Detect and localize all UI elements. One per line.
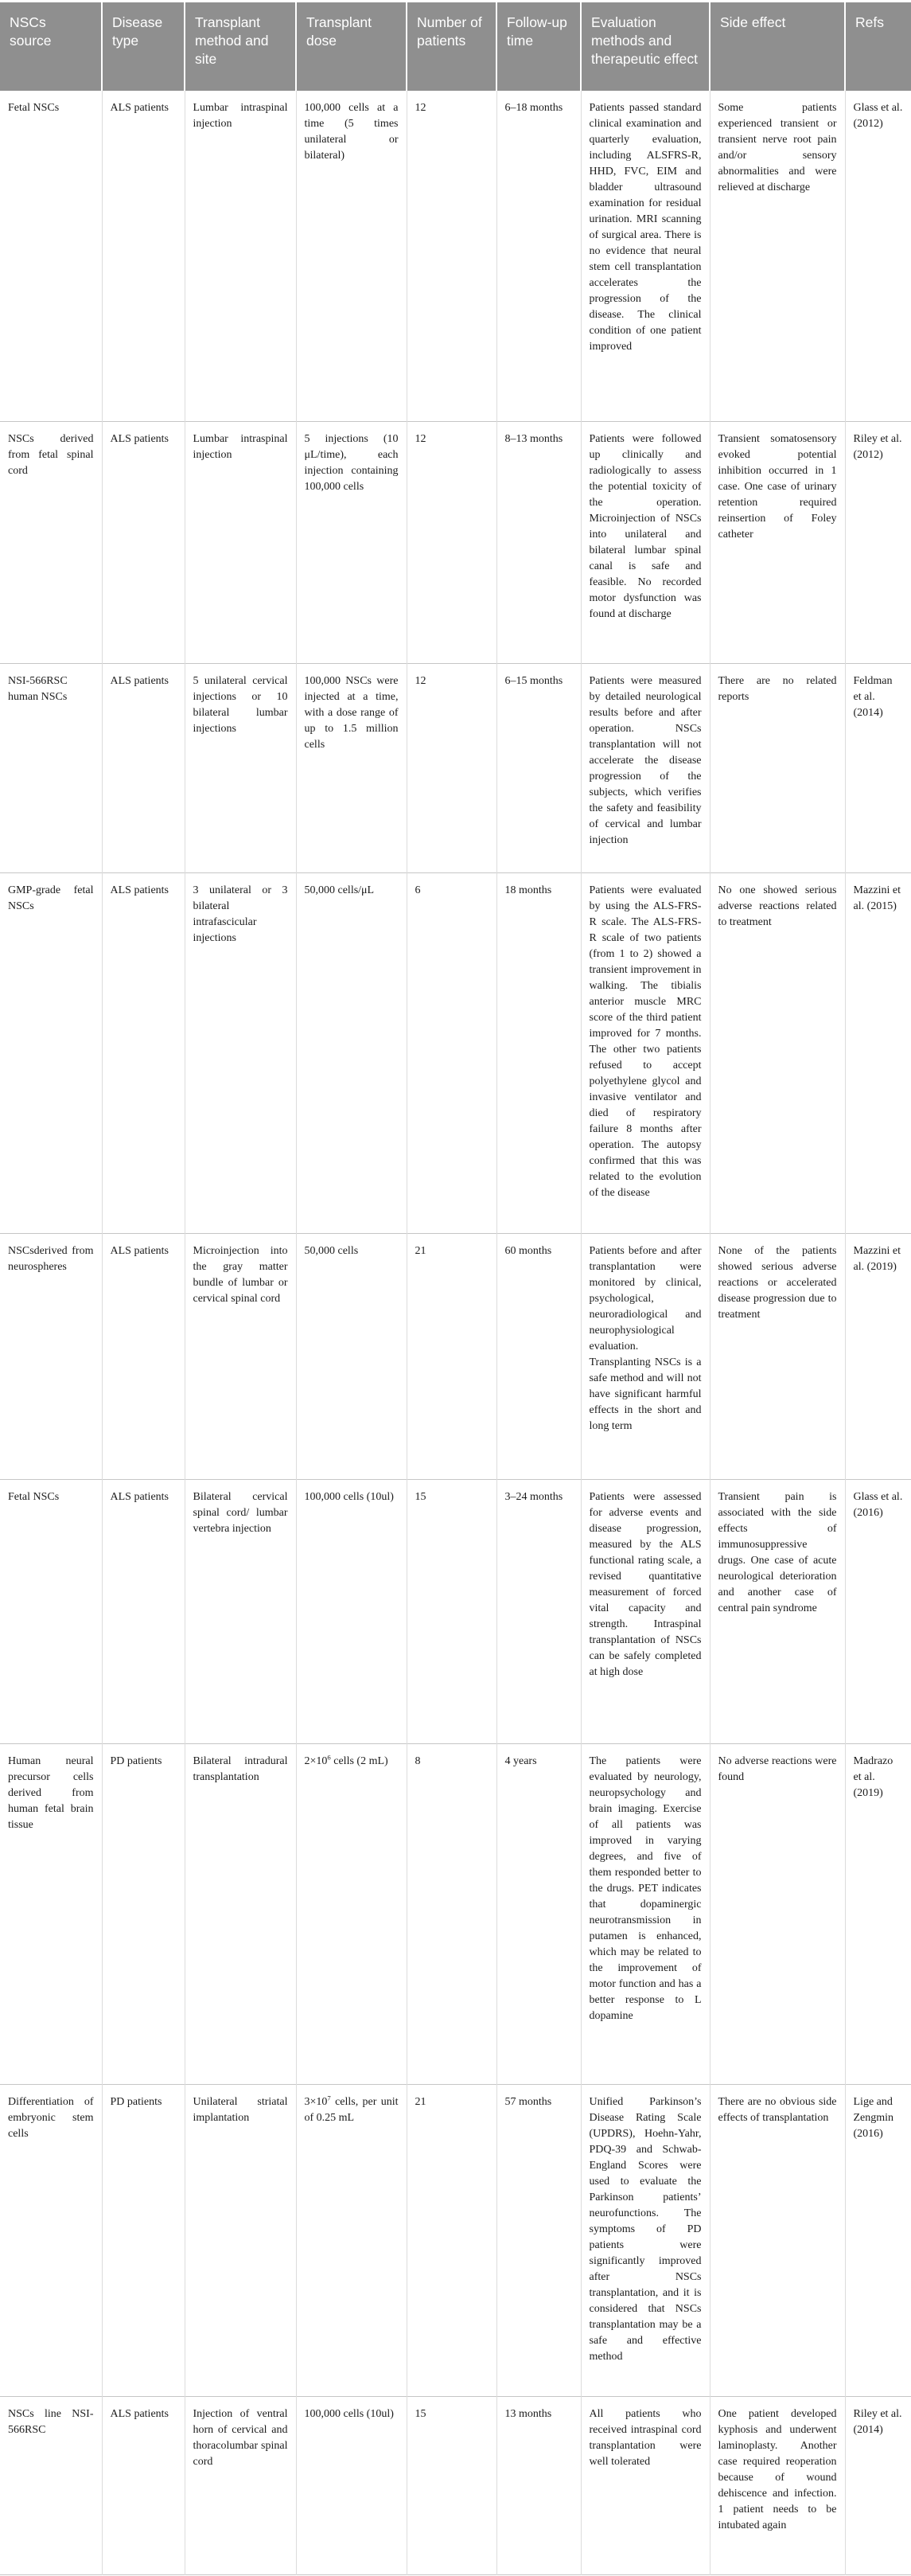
cell-side-effect: None of the patients showed serious adverse reactions or accelerated disease progression due to treatment: [710, 1234, 845, 1480]
table-row: [0, 1480, 911, 1744]
cell-refs: Mazzini et al. (2019): [845, 1234, 911, 1480]
cell-method-site: Lumbar intraspinal injection: [185, 422, 296, 664]
header-row: [0, 2, 911, 91]
column-header-nscs-source: NSCs source: [0, 2, 102, 91]
cell-evaluation: Patients were measured by detailed neurological results before and after operation. NSCs transplantation will not accelerate the disease progression of the subjects, which verifies the safety and feasibility of cervical and lumbar injection: [581, 664, 710, 873]
table-row: [0, 422, 911, 664]
cell-side-effect: Transient pain is associated with the side effects of immunosuppressive drugs. One case of acute neurological deterioration and another case of central pain syndrome: [710, 1480, 845, 1744]
cell-disease-type: ALS patients: [102, 873, 185, 1234]
table-row: [0, 2085, 911, 2397]
cell-method-site: Unilateral striatal implantation: [185, 2085, 296, 2397]
table-row: [0, 2397, 911, 2575]
column-header-side-effect: Side effect: [710, 2, 845, 91]
cell-evaluation: Patients were followed up clinically and radiologically to assess the potential toxicity of the operation. Microinjection of NSCs into unilateral and bilateral lumbar spinal canal is safe and feasible. No recorded motor dysfunction was found at discharge: [581, 422, 710, 664]
cell-followup-time: 8–13 months: [496, 422, 581, 664]
cell-refs: Glass et al. (2012): [845, 91, 911, 422]
cell-dose: 50,000 cells: [296, 1234, 407, 1480]
cell-disease-type: ALS patients: [102, 2397, 185, 2575]
cell-refs: Riley et al. (2014): [845, 2397, 911, 2575]
cell-num-patients: 12: [407, 422, 496, 664]
cell-disease-type: ALS patients: [102, 664, 185, 873]
cell-num-patients: 6: [407, 873, 496, 1234]
cell-refs: Madrazo et al. (2019): [845, 1744, 911, 2085]
cell-side-effect: There are no related reports: [710, 664, 845, 873]
cell-disease-type: ALS patients: [102, 1480, 185, 1744]
cell-num-patients: 12: [407, 664, 496, 873]
cell-method-site: Lumbar intraspinal injection: [185, 91, 296, 422]
cell-disease-type: PD patients: [102, 2085, 185, 2397]
column-header-dose: Transplant dose: [296, 2, 407, 91]
cell-evaluation: Patients before and after transplantation were monitored by clinical, psychological, neuroradiological and neurophysiological evaluation. Transplanting NSCs is a safe method and will not have significant harmful effects in the short and long term: [581, 1234, 710, 1480]
cell-nscs-source: GMP-grade fetal NSCs: [0, 873, 102, 1234]
cell-nscs-source: NSCs line NSI-566RSC: [0, 2397, 102, 2575]
cell-followup-time: 6–15 months: [496, 664, 581, 873]
cell-nscs-source: Fetal NSCs: [0, 1480, 102, 1744]
cell-refs: Lige and Zengmin (2016): [845, 2085, 911, 2397]
table-header: [0, 2, 911, 91]
cell-disease-type: PD patients: [102, 1744, 185, 2085]
cell-dose: 100,000 cells (10ul): [296, 2397, 407, 2575]
cell-num-patients: 12: [407, 91, 496, 422]
cell-refs: Riley et al. (2012): [845, 422, 911, 664]
cell-side-effect: Some patients experienced transient or transient nerve root pain and/or sensory abnormalities and were relieved at discharge: [710, 91, 845, 422]
cell-dose: 100,000 cells (10ul): [296, 1480, 407, 1744]
cell-method-site: 5 unilateral cervical injections or 10 bilateral lumbar injections: [185, 664, 296, 873]
column-header-evaluation: Evaluation methods and therapeutic effect: [581, 2, 710, 91]
cell-evaluation: Patients were assessed for adverse events and disease progression, measured by the ALS functional rating scale, a revised quantitative measurement of forced vital capacity and strength. Intraspinal transplantation of NSCs can be safely completed at high dose: [581, 1480, 710, 1744]
cell-method-site: 3 unilateral or 3 bilateral intrafascicular injections: [185, 873, 296, 1234]
cell-side-effect: One patient developed kyphosis and underwent laminoplasty. Another case required reoperation because of wound dehiscence and infection. 1 patient needs to be intubated again: [710, 2397, 845, 2575]
column-header-method-site: Transplant method and site: [185, 2, 296, 91]
cell-followup-time: 18 months: [496, 873, 581, 1234]
cell-refs: Glass et al. (2016): [845, 1480, 911, 1744]
column-header-followup-time: Follow-up time: [496, 2, 581, 91]
cell-followup-time: 13 months: [496, 2397, 581, 2575]
cell-nscs-source: NSCs derived from fetal spinal cord: [0, 422, 102, 664]
cell-side-effect: Transient somatosensory evoked potential inhibition occurred in 1 case. One case of urinary retention required reinsertion of Foley catheter: [710, 422, 845, 664]
cell-method-site: Injection of ventral horn of cervical and thoracolumbar spinal cord: [185, 2397, 296, 2575]
cell-followup-time: 60 months: [496, 1234, 581, 1480]
cell-num-patients: 15: [407, 1480, 496, 1744]
table-row: [0, 91, 911, 422]
table-row: [0, 873, 911, 1234]
cell-followup-time: 6–18 months: [496, 91, 581, 422]
cell-side-effect: There are no obvious side effects of transplantation: [710, 2085, 845, 2397]
cell-dose: $2\times 10^6$ cells (2 mL): [296, 1744, 407, 2085]
cell-refs: Feldman et al. (2014): [845, 664, 911, 873]
cell-dose: $3\times 10^7$ cells, per unit of 0.25 mL: [296, 2085, 407, 2397]
cell-nscs-source: NSI-566RSC human NSCs: [0, 664, 102, 873]
cell-num-patients: 21: [407, 2085, 496, 2397]
cell-followup-time: 4 years: [496, 1744, 581, 2085]
column-header-disease-type: Disease type: [102, 2, 185, 91]
cell-method-site: Bilateral intradural transplantation: [185, 1744, 296, 2085]
cell-disease-type: ALS patients: [102, 1234, 185, 1480]
cell-followup-time: 3–24 months: [496, 1480, 581, 1744]
cell-followup-time: 57 months: [496, 2085, 581, 2397]
cell-side-effect: No adverse reactions were found: [710, 1744, 845, 2085]
cell-nscs-source: NSCsderived from neurospheres: [0, 1234, 102, 1480]
cell-disease-type: ALS patients: [102, 91, 185, 422]
cell-evaluation: All patients who received intraspinal cord transplantation were well tolerated: [581, 2397, 710, 2575]
cell-dose: 50,000 cells/μL: [296, 873, 407, 1234]
cell-evaluation: Unified Parkinson’s Disease Rating Scale (UPDRS), Hoehn-Yahr, PDQ-39 and Schwab-England Scores were used to evaluate the Parkinson patients’ neurofunctions. The symptoms of PD patients were significantly improved after NSCs transplantation, and it is considered that NSCs transplantation may be a safe and effective method: [581, 2085, 710, 2397]
cell-dose: 5 injections (10 μL/time), each injection containing 100,000 cells: [296, 422, 407, 664]
table-row: [0, 664, 911, 873]
column-header-refs: Refs: [845, 2, 911, 91]
column-header-num-patients: Number of patients: [407, 2, 496, 91]
cell-refs: Mazzini et al. (2015): [845, 873, 911, 1234]
table-row: [0, 1234, 911, 1480]
table-body: [0, 91, 911, 2575]
cell-num-patients: 15: [407, 2397, 496, 2575]
cell-evaluation: Patients passed standard clinical examination and quarterly evaluation, including ALSFRS-R, HHD, FVC, EIM and bladder ultrasound examination for residual urination. MRI scanning of surgical area. There is no evidence that neural stem cell transplantation accelerates the progression of the disease. The clinical condition of one patient improved: [581, 91, 710, 422]
cell-dose: 100,000 NSCs were injected at a time, with a dose range of up to 1.5 million cells: [296, 664, 407, 873]
cell-side-effect: No one showed serious adverse reactions related to treatment: [710, 873, 845, 1234]
cell-disease-type: ALS patients: [102, 422, 185, 664]
table-row: [0, 1744, 911, 2085]
cell-dose: 100,000 cells at a time (5 times unilateral or bilateral): [296, 91, 407, 422]
cell-num-patients: 21: [407, 1234, 496, 1480]
cell-nscs-source: Human neural precursor cells derived from human fetal brain tissue: [0, 1744, 102, 2085]
cell-nscs-source: Fetal NSCs: [8, 101, 60, 114]
cell-evaluation: Patients were evaluated by using the ALS-FRS-R scale. The ALS-FRS-R scale of two patients (from 1 to 2) showed a transient improvement in walking. The tibialis anterior muscle MRC score of the third patient improved for 7 months. The other two patients refused to accept polyethylene glycol and invasive ventilator and died of respiratory failure 8 months after operation. The autopsy confirmed that this was related to the evolution of the disease: [581, 873, 710, 1234]
cell-nscs-source: Differentiation of embryonic stem cells: [0, 2085, 102, 2397]
cell-evaluation: The patients were evaluated by neurology, neuropsychology and brain imaging. Exercise of all patients was improved in varying degrees, and five of them responded better to the drugs. PET indicates that dopaminergic neurotransmission in putamen is enhanced, which may be related to the improvement of motor function and has a better response to L dopamine: [581, 1744, 710, 2085]
cell-method-site: Microinjection into the gray matter bundle of lumbar or cervical spinal cord: [185, 1234, 296, 1480]
cell-method-site: Bilateral cervical spinal cord/ lumbar vertebra injection: [185, 1480, 296, 1744]
cell-num-patients: 8: [407, 1744, 496, 2085]
